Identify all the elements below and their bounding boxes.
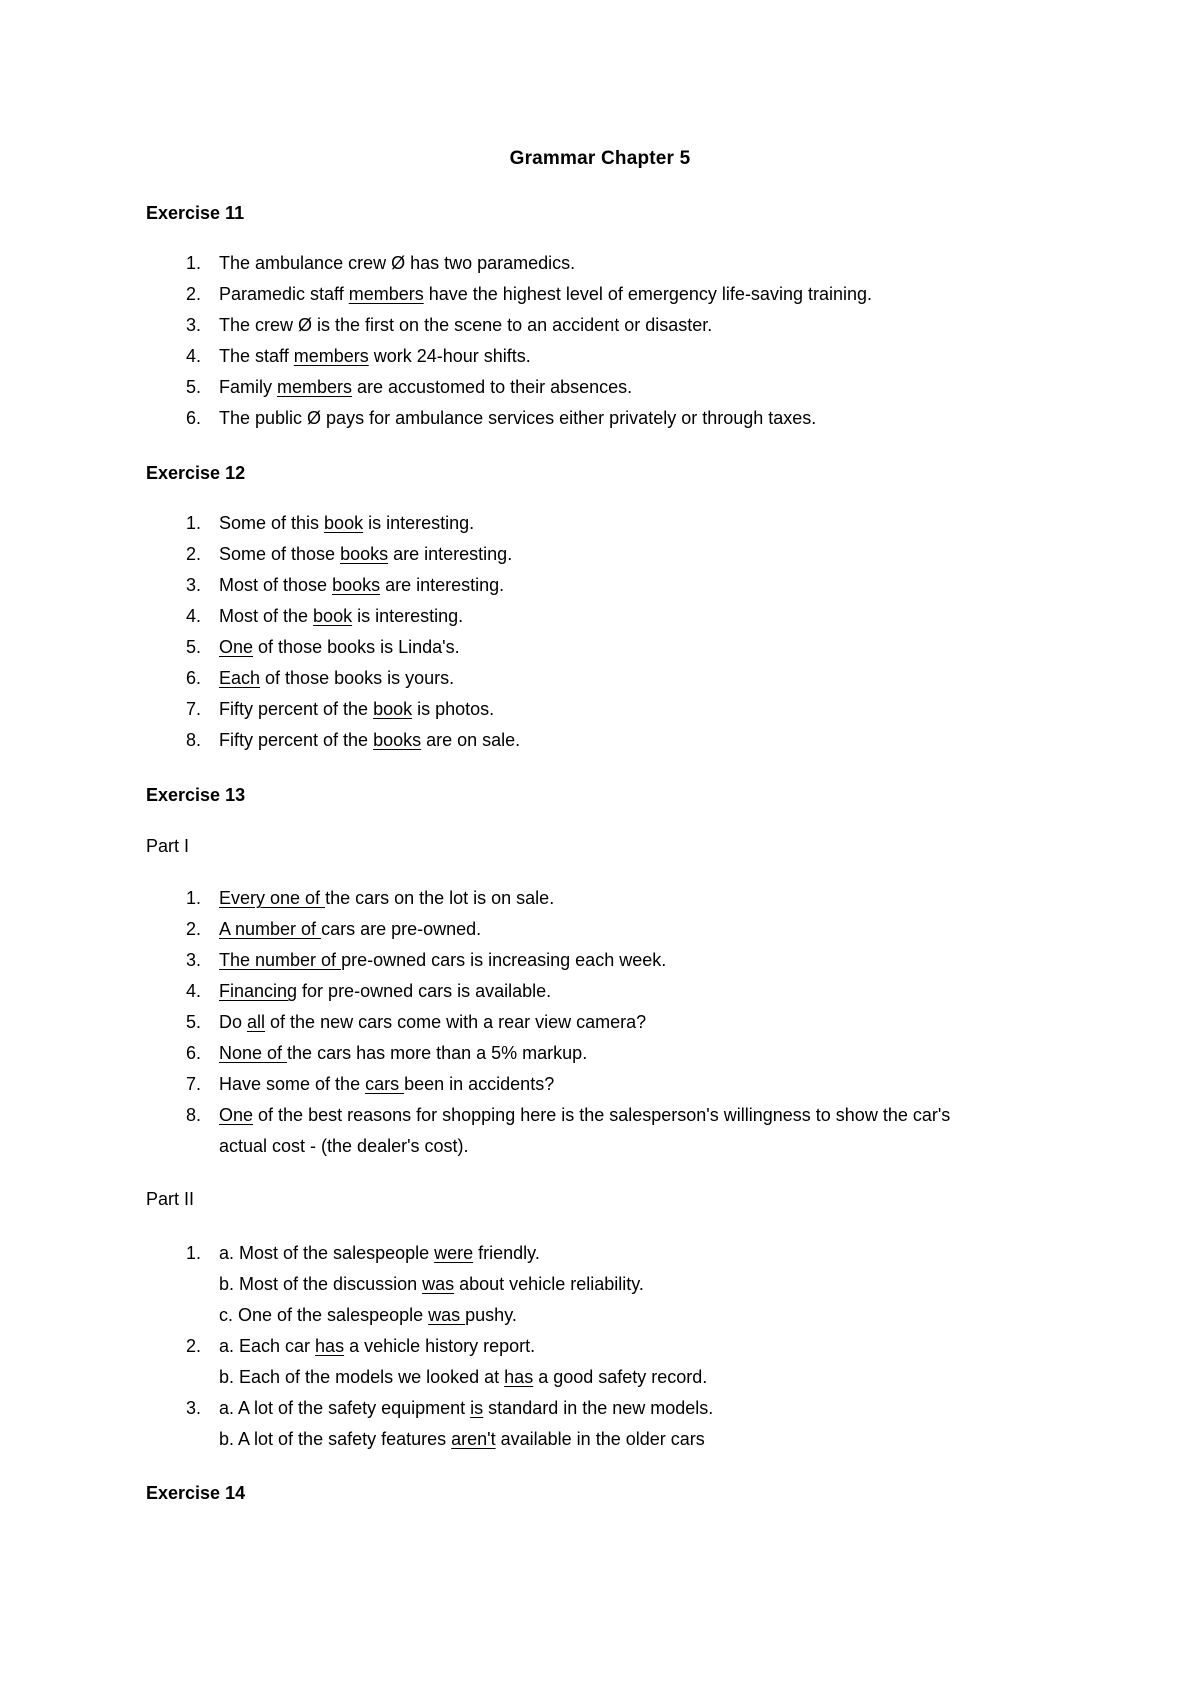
- list-item: [146, 374, 632, 400]
- item-text: Some of those: [219, 544, 341, 564]
- item-text: is photos.: [412, 699, 495, 719]
- item-number: 1.: [186, 513, 202, 533]
- underlined-word: were: [434, 1243, 474, 1263]
- item-number: 5.: [186, 1012, 202, 1032]
- item-text: Paramedic staff: [219, 284, 349, 304]
- item-number: 4.: [186, 606, 202, 626]
- underlined-word: book: [313, 606, 353, 626]
- item-number: 3.: [186, 950, 202, 970]
- underlined-word: books: [332, 575, 381, 595]
- list-item: [146, 978, 551, 1004]
- list-item: [146, 1364, 707, 1390]
- item-number: 3.: [186, 1398, 202, 1418]
- item-text: is interesting.: [352, 606, 464, 626]
- list-item: [146, 281, 872, 307]
- item-text: pre-owned cars is increasing each week.: [341, 950, 667, 970]
- underlined-word: The number of: [219, 950, 342, 970]
- list-item: [146, 1240, 540, 1266]
- item-number: 2.: [186, 544, 202, 564]
- item-text: Family: [219, 377, 277, 397]
- item-number: 4.: [186, 981, 202, 1001]
- underlined-word: was: [422, 1274, 455, 1294]
- part-1-label: Part I: [146, 836, 190, 856]
- item-text: of the new cars come with a rear view camera?: [265, 1012, 647, 1032]
- list-item: [146, 1302, 517, 1328]
- underlined-word: One: [219, 1105, 254, 1125]
- item-text: Fifty percent of the: [219, 699, 374, 719]
- item-text: available in the older cars: [495, 1429, 705, 1449]
- item-number: 2.: [186, 1336, 202, 1356]
- item-number: 5.: [186, 377, 202, 397]
- item-number: 7.: [186, 1074, 202, 1094]
- exercise-14-heading: Exercise 14: [146, 1483, 246, 1503]
- item-text: have the highest level of emergency life-saving training.: [423, 284, 873, 304]
- list-item: [146, 1102, 950, 1128]
- underlined-word: Each: [219, 668, 261, 688]
- underlined-word: members: [293, 346, 369, 366]
- underlined-word: was: [428, 1305, 466, 1325]
- item-text: b. Each of the models we looked at: [219, 1367, 505, 1387]
- exercise-11-heading: Exercise 11: [146, 203, 245, 223]
- item-number: 6.: [186, 1043, 202, 1063]
- item-text: been in accidents?: [404, 1074, 555, 1094]
- list-item: [146, 634, 460, 660]
- underlined-word: members: [277, 377, 353, 397]
- item-text: b. Most of the discussion: [219, 1274, 423, 1294]
- item-text: a vehicle history report.: [344, 1336, 536, 1356]
- part-2-label: Part II: [146, 1189, 195, 1209]
- item-number: 3.: [186, 575, 202, 595]
- item-number: 8.: [186, 1105, 202, 1125]
- page-title: Grammar Chapter 5: [509, 148, 691, 169]
- underlined-word: books: [373, 730, 422, 750]
- item-number: 5.: [186, 637, 202, 657]
- exercise-12-heading: Exercise 12: [146, 463, 246, 483]
- item-number: 2.: [186, 919, 202, 939]
- item-text: the cars has more than a 5% markup.: [287, 1043, 588, 1063]
- list-item-continuation: [146, 1133, 469, 1159]
- item-number: 4.: [186, 346, 202, 366]
- item-text: a. A lot of the safety equipment: [219, 1398, 471, 1418]
- underlined-word: Every one of: [219, 888, 326, 908]
- item-text: a. Each car: [219, 1336, 316, 1356]
- item-text: a good safety record.: [533, 1367, 708, 1387]
- item-number: 7.: [186, 699, 202, 719]
- list-item: [146, 510, 474, 536]
- item-number: 1.: [186, 253, 202, 273]
- item-text: friendly.: [473, 1243, 540, 1263]
- item-text: is interesting.: [363, 513, 475, 533]
- list-item: [146, 312, 712, 338]
- item-text: the cars on the lot is on sale.: [325, 888, 555, 908]
- underlined-word: aren't: [451, 1429, 496, 1449]
- item-text: Most of those: [219, 575, 333, 595]
- item-text: Most of the: [219, 606, 314, 626]
- item-text: The public Ø pays for ambulance services either privately or through taxes.: [219, 408, 817, 428]
- item-text: pushy.: [465, 1305, 517, 1325]
- underlined-word: books: [340, 544, 389, 564]
- underlined-word: book: [373, 699, 413, 719]
- item-text: The staff: [219, 346, 294, 366]
- list-item: [146, 603, 463, 629]
- item-text: The ambulance crew Ø has two paramedics.: [219, 253, 576, 273]
- underlined-word: One: [219, 637, 254, 657]
- item-text: cars are pre-owned.: [321, 919, 482, 939]
- item-number: 1.: [186, 1243, 202, 1263]
- item-number: 6.: [186, 668, 202, 688]
- item-text: of those books is yours.: [260, 668, 455, 688]
- underlined-word: is: [470, 1398, 484, 1418]
- item-number: 2.: [186, 284, 202, 304]
- item-text: of those books is Linda's.: [253, 637, 460, 657]
- underlined-word: Financing: [219, 981, 298, 1001]
- item-text: are on sale.: [421, 730, 521, 750]
- underlined-word: book: [324, 513, 364, 533]
- item-text: are interesting.: [388, 544, 513, 564]
- underlined-word: A number of: [219, 919, 322, 939]
- item-text: about vehicle reliability.: [454, 1274, 644, 1294]
- list-item: [146, 572, 504, 598]
- list-item: [146, 696, 494, 722]
- list-item: [146, 1395, 713, 1421]
- list-item: [146, 665, 454, 691]
- item-text: actual cost - (the dealer's cost).: [219, 1136, 469, 1156]
- list-item: [146, 1040, 587, 1066]
- underlined-word: all: [247, 1012, 266, 1032]
- underlined-word: None of: [219, 1043, 288, 1063]
- list-item: [146, 885, 554, 911]
- item-number: 8.: [186, 730, 202, 750]
- list-item: [146, 727, 520, 753]
- item-text: work 24-hour shifts.: [368, 346, 531, 366]
- underlined-word: has: [504, 1367, 534, 1387]
- list-item: [146, 947, 666, 973]
- underlined-word: has: [315, 1336, 345, 1356]
- list-item: [146, 1071, 554, 1097]
- underlined-word: cars: [365, 1074, 405, 1094]
- list-item: [146, 250, 575, 276]
- item-text: standard in the new models.: [483, 1398, 714, 1418]
- item-text: are accustomed to their absences.: [352, 377, 633, 397]
- exercise-13-heading: Exercise 13: [146, 785, 246, 805]
- item-text: c. One of the salespeople: [219, 1305, 429, 1325]
- item-text: are interesting.: [380, 575, 505, 595]
- list-item: [146, 1426, 705, 1452]
- item-text: b. A lot of the safety features: [219, 1429, 452, 1449]
- item-text: Fifty percent of the: [219, 730, 374, 750]
- item-text: of the best reasons for shopping here is the salesperson's willingness to show the car's: [253, 1105, 951, 1125]
- item-text: a. Most of the salespeople: [219, 1243, 435, 1263]
- item-number: 6.: [186, 408, 202, 428]
- list-item: [146, 916, 481, 942]
- list-item: [146, 541, 512, 567]
- list-item: [146, 1271, 644, 1297]
- item-number: 1.: [186, 888, 202, 908]
- list-item: [146, 405, 816, 431]
- list-item: [146, 343, 531, 369]
- item-text: The crew Ø is the first on the scene to an accident or disaster.: [219, 315, 713, 335]
- item-text: for pre-owned cars is available.: [297, 981, 552, 1001]
- underlined-word: members: [348, 284, 424, 304]
- item-text: Some of this: [219, 513, 325, 533]
- list-item: [146, 1009, 646, 1035]
- item-number: 3.: [186, 315, 202, 335]
- list-item: [146, 1333, 535, 1359]
- item-text: Do: [219, 1012, 248, 1032]
- item-text: Have some of the: [219, 1074, 366, 1094]
